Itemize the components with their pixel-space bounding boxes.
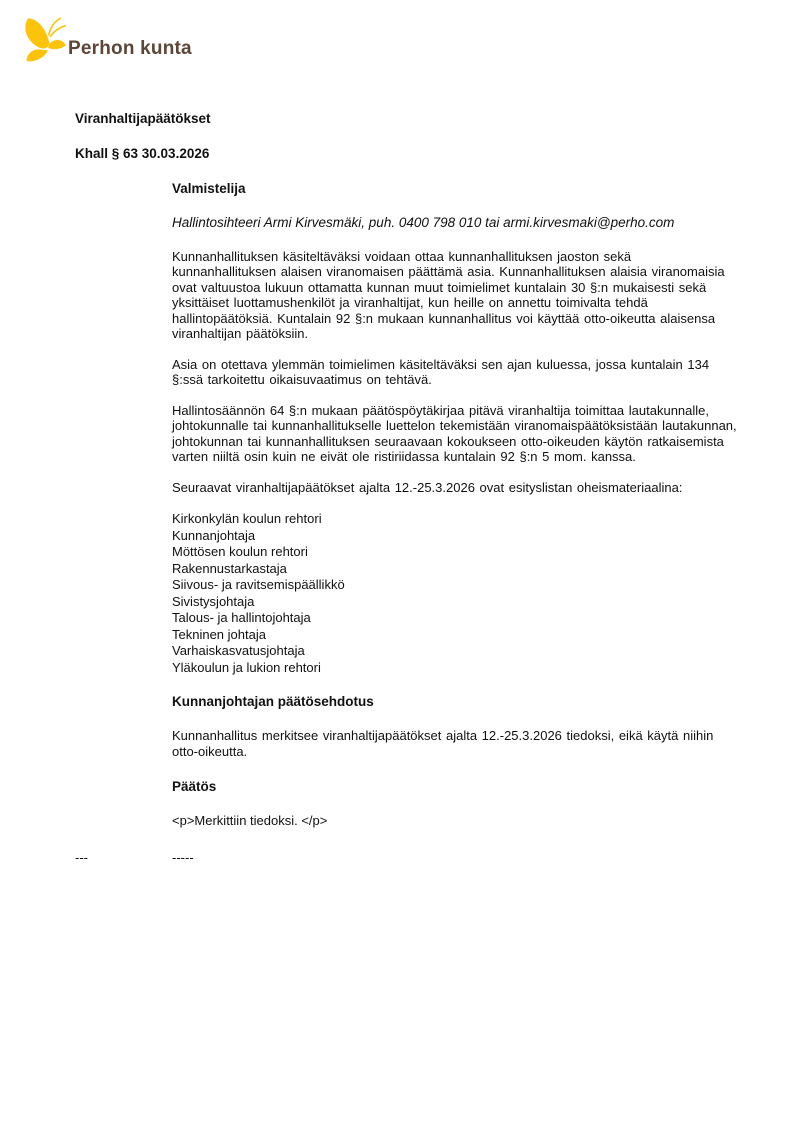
preparer-heading: Valmistelija [172,181,246,196]
paragraph-hallintosaanto: Hallintosäännön 64 §:n mukaan päätöspöytäkirjaa pitävä viranhaltija toimittaa lautakunnalle, johtokunnalle tai kunnanhallitukselle luettelon tekemistään viranomaispäätöksistään lautakunnan, johtokunnan tai kunnanhallituksen seuraavaan kokoukseen otto-oikeuden käytön ratkaisemista varten niiltä osin kuin ne eivät ole ristiriidassa kuntalain 92 §:n 5 mom. kanssa. [172,402,737,464]
list-item: Möttösen koulun rehtori [172,544,308,559]
decision-text: <p>Merkittiin tiedoksi. </p> [172,813,328,828]
section-reference: Khall § 63 30.03.2026 [75,146,210,161]
document-title: Viranhaltijapäätökset [75,111,211,126]
org-name: Perhon kunta [68,38,192,59]
preparer-contact-line: Hallintosihteeri Armi Kirvesmäki, puh. 0400 798 010 tai armi.kirvesmaki@perho.com [172,215,675,230]
paragraph-otto-oikeus: Kunnanhallituksen käsiteltäväksi voidaan ottaa kunnanhallituksen jaoston sekä kunnanhallituksen alaisen viranomaisen päättämä asia. Kunnanhallituksen alaisia viranomaisia ovat valtuustoa lukuun ottamatta kunnan muut toimielimet kuntalain 30 §:n mukaisesti sekä yksittäiset luottamushenkilöt ja viranhaltijat, kun heille on annettu toimivalta tehdä hallintopäätöksiä. Kuntalain 92 §:n mukaan kunnanhallitus voi käyttää otto-oikeutta alaisensa viranhaltijan päätöksiin. [172,248,725,341]
list-item: Kunnanjohtaja [172,527,256,543]
paragraph-oikaisuvaatimus: Asia on otettava ylemmän toimielimen käsiteltäväksi sen ajan kuluessa, jossa kuntalain 134 §:ssä tarkoitettu oikaisuvaatimus on tehtävä. [172,356,710,387]
butterfly-icon [20,12,66,64]
footer-dashes-right: ----- [172,849,194,865]
list-item: Sivistysjohtaja [172,593,255,609]
list-item: Kirkonkylän koulun rehtori [172,511,322,526]
perho-kunta-logo [20,12,192,64]
list-item: Siivous- ja ravitsemispäällikkö [172,577,345,592]
list-item: Tekninen johtaja [172,626,266,642]
decision-heading: Päätös [172,779,217,794]
list-item: Yläkoulun ja lukion rehtori [172,659,321,675]
paragraph-attachment-intro: Seuraavat viranhaltijapäätökset ajalta 12.-25.3.2026 ovat esityslistan oheismateriaalina: [172,479,683,495]
document-body [75,111,737,866]
footer-dashes-left: --- [75,849,88,865]
proposal-text: Kunnanhallitus merkitsee viranhaltijapäätökset ajalta 12.-25.3.2026 tiedoksi, eikä käytä niihin otto-oikeutta. [172,728,714,759]
list-item: Varhaiskasvatusjohtaja [172,643,305,658]
proposal-heading: Kunnanjohtajan päätösehdotus [172,694,374,709]
list-item: Rakennustarkastaja [172,560,287,576]
list-item: Talous- ja hallintojohtaja [172,610,311,625]
indented-content [75,181,737,866]
attachment-list [172,511,737,676]
footer-dash-row [75,849,737,866]
